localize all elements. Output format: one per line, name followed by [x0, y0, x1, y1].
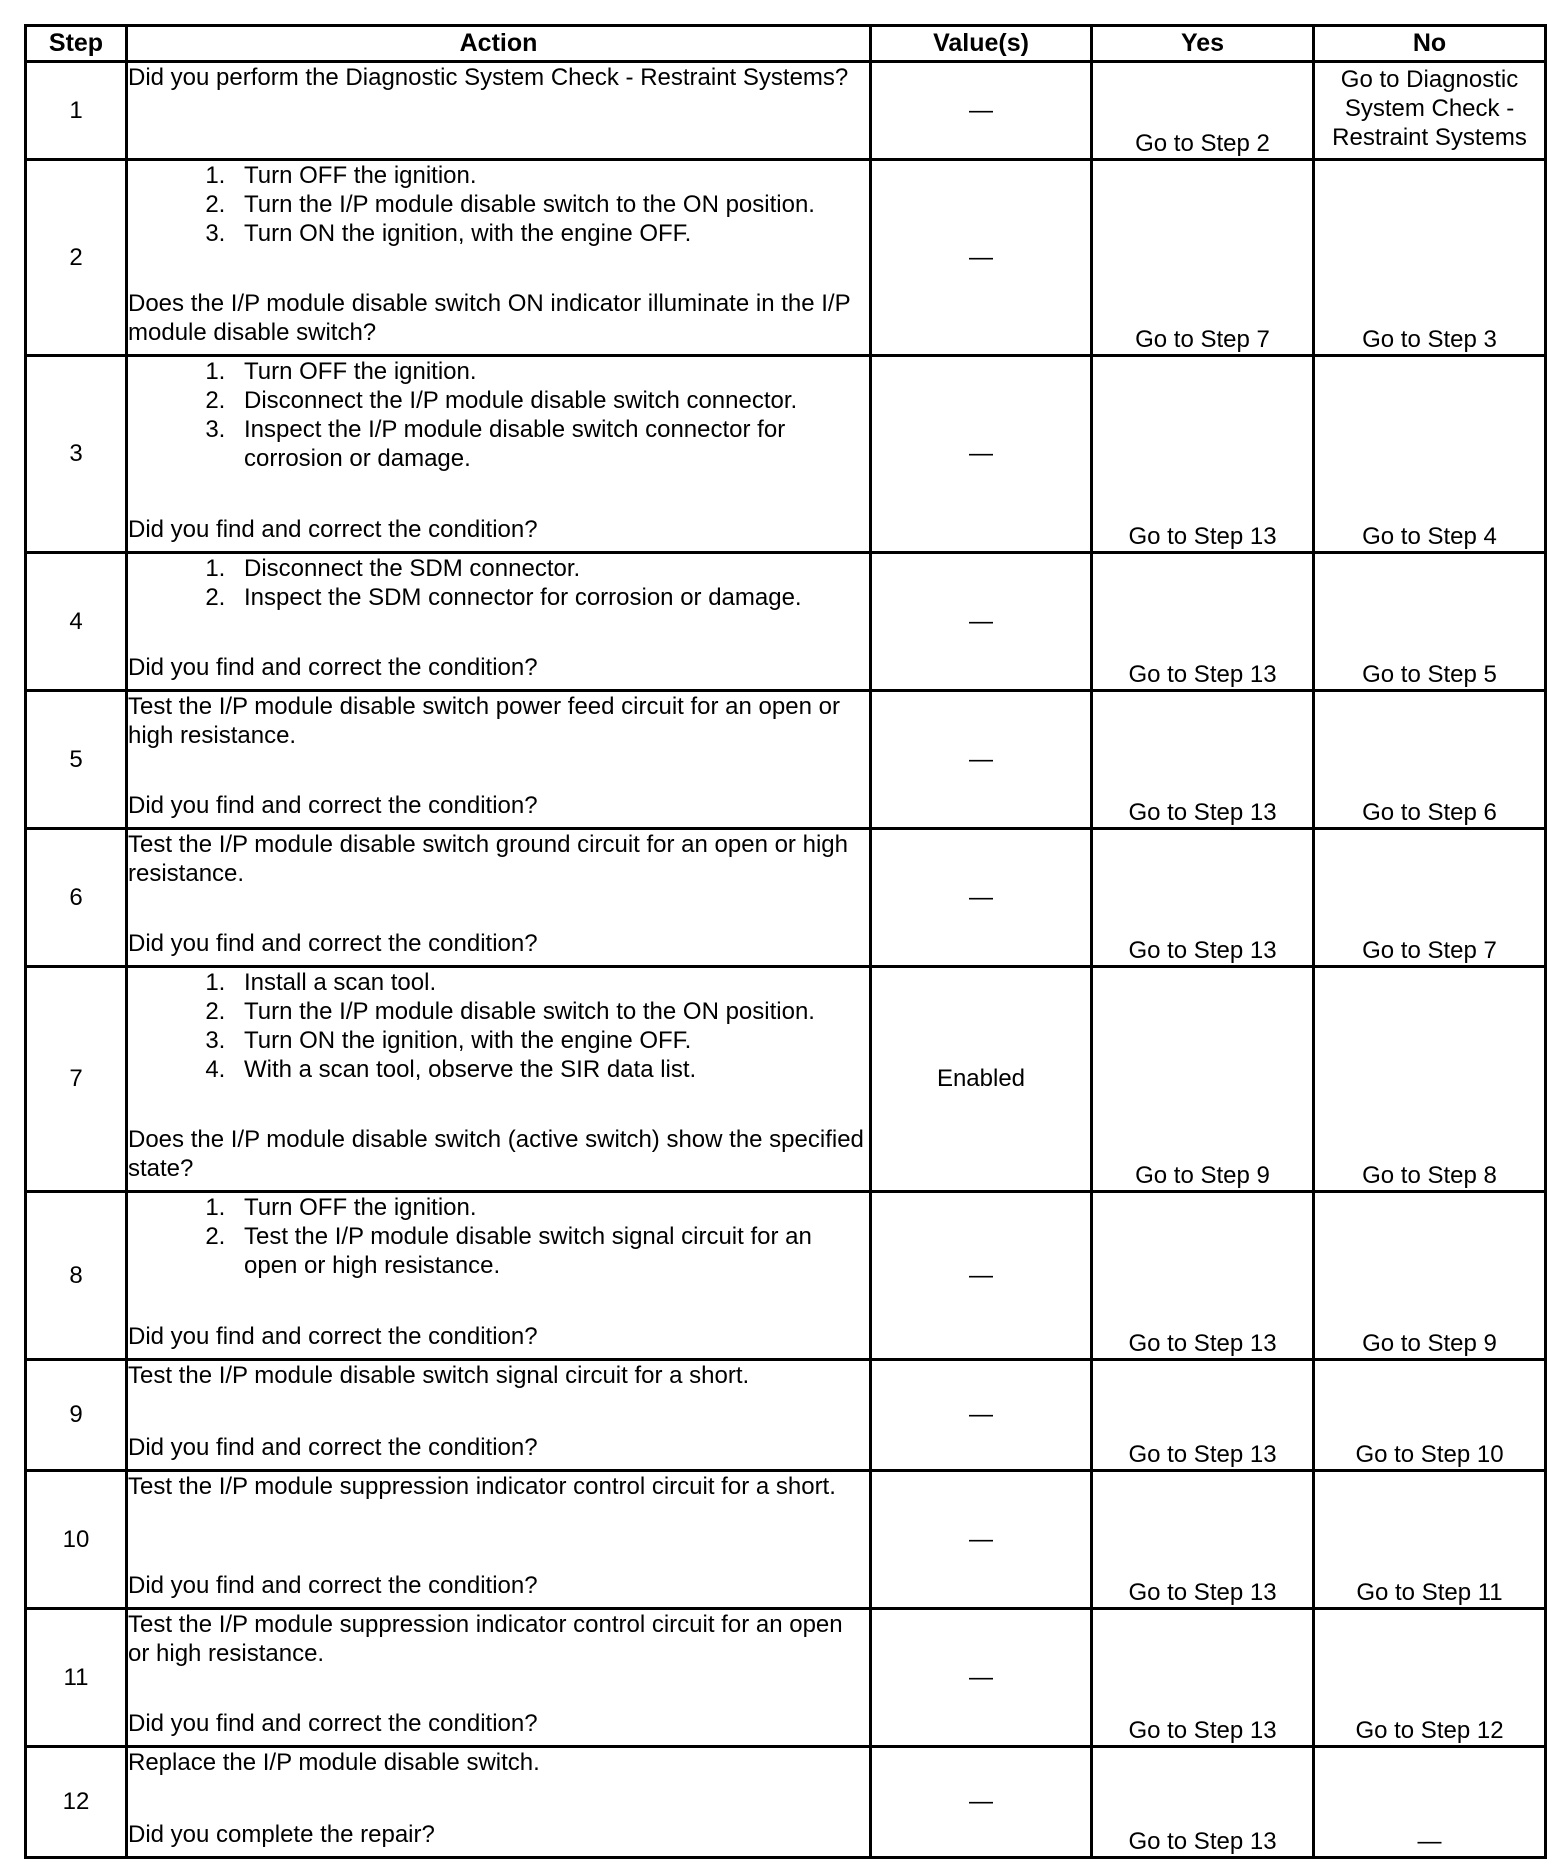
step-number: 7	[26, 967, 127, 1192]
action-intro: Did you perform the Diagnostic System Check - Restraint Systems?	[128, 64, 849, 91]
action-content	[128, 968, 869, 1183]
action-content	[128, 1748, 869, 1849]
substep-item: 2. Turn the I/P module disable switch to the ON position.	[232, 190, 869, 219]
no-cell: —	[1314, 1747, 1546, 1858]
no-cell: Go to Step 3	[1314, 160, 1546, 356]
value-cell: Enabled	[871, 967, 1092, 1192]
table-row	[26, 1471, 1546, 1609]
action-question: Does the I/P module disable switch (active switch) show the specified state?	[128, 1126, 864, 1182]
action-intro: Test the I/P module disable switch ground circuit for an open or high resistance.	[128, 831, 848, 887]
substep-list	[128, 968, 869, 1084]
yes-cell: Go to Step 9	[1092, 967, 1314, 1192]
action-cell	[127, 1192, 871, 1360]
action-cell	[127, 160, 871, 356]
substep-item: 3. Inspect the I/P module disable switch connector for corrosion or damage.	[232, 415, 869, 473]
value-cell: —	[871, 1747, 1092, 1858]
yes-cell: Go to Step 13	[1092, 1609, 1314, 1747]
substep-item: 1. Install a scan tool.	[232, 968, 869, 997]
header-values: Value(s)	[871, 26, 1092, 62]
yes-cell: Go to Step 13	[1092, 1360, 1314, 1471]
action-top	[128, 1193, 869, 1280]
no-cell: Go to Diagnostic System Check - Restraint Systems	[1314, 62, 1546, 160]
substep-list	[128, 161, 869, 248]
substep-item: 1. Turn OFF the ignition.	[232, 357, 869, 386]
action-question: Did you find and correct the condition?	[128, 654, 538, 681]
header-action: Action	[127, 26, 871, 62]
action-top	[128, 1472, 869, 1501]
table-row	[26, 160, 1546, 356]
action-intro: Test the I/P module disable switch signal circuit for a short.	[128, 1362, 750, 1389]
value-cell: —	[871, 356, 1092, 553]
action-top	[128, 1361, 869, 1390]
action-content	[128, 63, 869, 151]
table-row	[26, 1609, 1546, 1747]
action-content	[128, 1610, 869, 1738]
header-step: Step	[26, 26, 127, 62]
value-cell: —	[871, 62, 1092, 160]
step-number: 2	[26, 160, 127, 356]
yes-cell: Go to Step 13	[1092, 1471, 1314, 1609]
action-top	[128, 357, 869, 473]
step-number: 6	[26, 829, 127, 967]
no-cell: Go to Step 9	[1314, 1192, 1546, 1360]
table-row	[26, 1747, 1546, 1858]
action-question: Did you find and correct the condition?	[128, 1323, 538, 1350]
substep-item: 2. Turn the I/P module disable switch to the ON position.	[232, 997, 869, 1026]
action-content	[128, 554, 869, 682]
value-cell: —	[871, 1360, 1092, 1471]
table-row	[26, 356, 1546, 553]
action-cell	[127, 829, 871, 967]
diagnostic-table	[24, 24, 1547, 1859]
no-cell: Go to Step 10	[1314, 1360, 1546, 1471]
no-cell: Go to Step 6	[1314, 691, 1546, 829]
action-content	[128, 1361, 869, 1462]
action-top	[128, 1610, 869, 1668]
yes-cell: Go to Step 13	[1092, 1747, 1314, 1858]
no-cell: Go to Step 5	[1314, 553, 1546, 691]
value-cell: —	[871, 691, 1092, 829]
yes-cell: Go to Step 13	[1092, 829, 1314, 967]
action-cell	[127, 553, 871, 691]
substep-item: 1. Turn OFF the ignition.	[232, 161, 869, 190]
no-cell: Go to Step 7	[1314, 829, 1546, 967]
header-yes: Yes	[1092, 26, 1314, 62]
substep-item: 1. Disconnect the SDM connector.	[232, 554, 869, 583]
action-question: Does the I/P module disable switch ON indicator illuminate in the I/P module disable switch?	[128, 290, 851, 346]
yes-cell: Go to Step 13	[1092, 691, 1314, 829]
yes-cell: Go to Step 7	[1092, 160, 1314, 356]
no-cell: Go to Step 8	[1314, 967, 1546, 1192]
action-top	[128, 692, 869, 750]
action-intro: Test the I/P module suppression indicator control circuit for a short.	[128, 1473, 836, 1500]
action-question: Did you find and correct the condition?	[128, 1572, 538, 1599]
action-question: Did you find and correct the condition?	[128, 792, 538, 819]
step-number: 1	[26, 62, 127, 160]
action-cell	[127, 356, 871, 553]
step-number: 5	[26, 691, 127, 829]
header-row	[26, 26, 1546, 62]
table-row	[26, 553, 1546, 691]
action-cell	[127, 691, 871, 829]
action-cell	[127, 1747, 871, 1858]
substep-item: 3. Turn ON the ignition, with the engine OFF.	[232, 1026, 869, 1055]
action-top	[128, 63, 869, 92]
substep-list	[128, 1193, 869, 1280]
substep-item: 3. Turn ON the ignition, with the engine OFF.	[232, 219, 869, 248]
substep-item: 2. Inspect the SDM connector for corrosion or damage.	[232, 583, 869, 612]
substep-list	[128, 357, 869, 473]
table-row	[26, 829, 1546, 967]
action-top	[128, 968, 869, 1084]
no-cell: Go to Step 4	[1314, 356, 1546, 553]
action-cell	[127, 967, 871, 1192]
yes-cell: Go to Step 13	[1092, 1192, 1314, 1360]
action-cell	[127, 1609, 871, 1747]
step-number: 11	[26, 1609, 127, 1747]
value-cell: —	[871, 1471, 1092, 1609]
step-number: 3	[26, 356, 127, 553]
action-top	[128, 161, 869, 248]
table-row	[26, 691, 1546, 829]
action-top	[128, 554, 869, 612]
action-question: Did you find and correct the condition?	[128, 1434, 538, 1461]
substep-item: 2. Disconnect the I/P module disable switch connector.	[232, 386, 869, 415]
action-question: Did you find and correct the condition?	[128, 1710, 538, 1737]
yes-cell: Go to Step 13	[1092, 553, 1314, 691]
action-cell	[127, 1471, 871, 1609]
value-cell: —	[871, 553, 1092, 691]
step-number: 8	[26, 1192, 127, 1360]
action-intro: Replace the I/P module disable switch.	[128, 1749, 540, 1776]
yes-cell: Go to Step 13	[1092, 356, 1314, 553]
action-content	[128, 1193, 869, 1351]
step-number: 9	[26, 1360, 127, 1471]
value-cell: —	[871, 829, 1092, 967]
no-cell: Go to Step 11	[1314, 1471, 1546, 1609]
value-cell: —	[871, 1609, 1092, 1747]
action-content	[128, 161, 869, 347]
action-content	[128, 357, 869, 544]
action-top	[128, 1748, 869, 1777]
value-cell: —	[871, 160, 1092, 356]
step-number: 4	[26, 553, 127, 691]
action-top	[128, 830, 869, 888]
action-question: Did you find and correct the condition?	[128, 930, 538, 957]
action-intro: Test the I/P module disable switch power feed circuit for an open or high resistance.	[128, 693, 840, 749]
substep-item: 2. Test the I/P module disable switch signal circuit for an open or high resistance.	[232, 1222, 869, 1280]
table-row	[26, 1360, 1546, 1471]
yes-cell: Go to Step 2	[1092, 62, 1314, 160]
action-content	[128, 1472, 869, 1600]
substep-item: 1. Turn OFF the ignition.	[232, 1193, 869, 1222]
table-row	[26, 62, 1546, 160]
action-question: Did you find and correct the condition?	[128, 516, 538, 543]
header-no: No	[1314, 26, 1546, 62]
substep-item: 4. With a scan tool, observe the SIR data list.	[232, 1055, 869, 1084]
substep-list	[128, 554, 869, 612]
value-cell: —	[871, 1192, 1092, 1360]
step-number: 10	[26, 1471, 127, 1609]
action-question: Did you complete the repair?	[128, 1821, 435, 1848]
action-content	[128, 692, 869, 820]
no-cell: Go to Step 12	[1314, 1609, 1546, 1747]
table-body	[26, 62, 1546, 1858]
table-row	[26, 1192, 1546, 1360]
action-content	[128, 830, 869, 958]
action-cell	[127, 1360, 871, 1471]
step-number: 12	[26, 1747, 127, 1858]
action-intro: Test the I/P module suppression indicator control circuit for an open or high resistance.	[128, 1611, 843, 1667]
action-cell	[127, 62, 871, 160]
table-row	[26, 967, 1546, 1192]
